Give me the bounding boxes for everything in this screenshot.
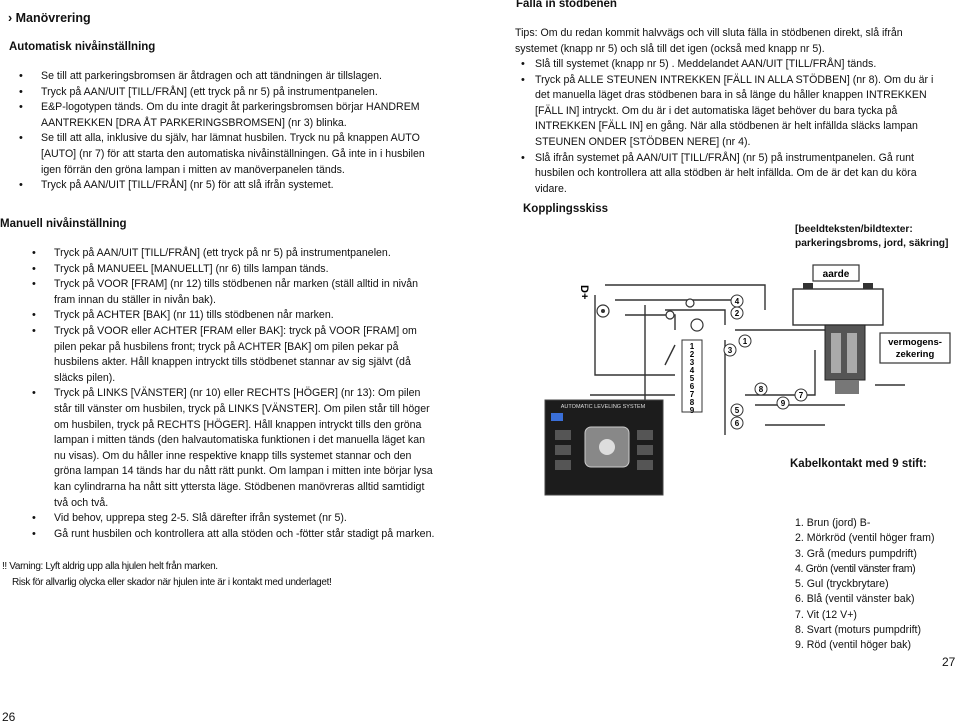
list-item: 6. Blå (ventil vänster bak) xyxy=(795,593,915,606)
list-item: • Tryck på AAN/UIT [TILL/FRÅN] (ett tryck på nr 5) på instrumentpanelen. xyxy=(41,85,441,101)
page-number-left: 26 xyxy=(2,710,16,724)
connector-pin: 4 xyxy=(689,366,695,375)
connector-pin: 2 xyxy=(689,350,695,359)
list-item: • Slå ifrån systemet på AAN/UIT [TILL/FRÅN] (nr 5) på instrumentpanelen. Gå runt husbilen och kontrollera att alla stödben är helt infällda. Om de är det kan du köra vidare. xyxy=(535,151,945,198)
manual-leveling-heading: Manuell nivåinställning xyxy=(0,218,127,230)
battery-box xyxy=(793,289,883,325)
warning-line: !! Varning: Lyft aldrig upp alla hjulen helt från marken. xyxy=(2,561,218,572)
list-item: • Tryck på VOOR [FRAM] (nr 12) tills stödbenen når marken (ställ alltid in nivån fram innan du ställer in nivån bak). xyxy=(54,277,438,308)
callout: 7 xyxy=(798,391,804,400)
list-item: 1. Brun (jord) B- xyxy=(795,517,871,529)
list-item: 8. Svart (moturs pumpdrift) xyxy=(795,624,921,637)
callout: 3 xyxy=(727,346,733,355)
list-item: • Tryck på ALLE STEUNEN INTREKKEN [FÄLL IN ALLA STÖDBEN] (nr 8). Om du är i det manuella läget dras stödbenen bara in så länge du håller knappen INTREKKEN [FÄLL IN] intryckt. Om du är i det automatiska läget behöver du bara tycka på INTREKKEN [FÄLL IN] en gång. När alla stödbenen är helt infällda släcks lampan STEUNEN ONDER [STÖDBEN NERE] (nr 4). xyxy=(535,73,945,151)
callout: 8 xyxy=(758,385,764,394)
list-item: • Tryck på MANUEEL [MANUELLT] (nr 6) tills lampan tänds. xyxy=(54,262,438,278)
ground-label: aarde xyxy=(822,269,850,280)
callout: 6 xyxy=(734,419,740,428)
callout: 2 xyxy=(734,309,740,318)
list-item: • Slå till systemet (knapp nr 5) . Meddelandet AAN/UIT [TILL/FRÅN] tänds. xyxy=(535,57,945,73)
auto-leveling-heading: Automatisk nivåinställning xyxy=(9,41,156,53)
list-item: • Tryck på ACHTER [BAK] (nr 11) tills stödbenen når marken. xyxy=(54,308,438,324)
cable-pin-list xyxy=(795,516,955,654)
fuse-label: zekering xyxy=(895,349,935,360)
diagram-heading: Kopplingsskiss xyxy=(523,203,608,215)
list-item: 4. Grön (ventil vänster fram) xyxy=(795,562,916,575)
connector-pin: 3 xyxy=(689,358,695,367)
list-item: 3. Grå (medurs pumpdrift) xyxy=(795,547,917,560)
cable-heading: Kabelkontakt med 9 stift: xyxy=(790,458,927,470)
list-item: 2. Mörkröd (ventil höger fram) xyxy=(795,532,935,545)
tips-intro: Tips: Om du redan kommit halvvägs och vill sluta fälla in stödbenen direkt, slå ifrån systemet (knapp nr 5) och slå till det igen (också med knapp nr 5). xyxy=(515,27,903,55)
list-item: 5. Gul (tryckbrytare) xyxy=(795,578,889,591)
connector-pin: 9 xyxy=(689,406,695,415)
panel-title: AUTOMATIC LEVELING SYSTEM xyxy=(560,404,646,410)
connector-pin: 5 xyxy=(689,374,695,383)
dplus-label: D+ xyxy=(578,285,590,300)
list-item: 7. Vit (12 V+) xyxy=(795,608,857,621)
section-title: › Manövrering xyxy=(8,11,91,25)
fuse-label: vermogens- xyxy=(888,337,942,348)
connector-pin: 1 xyxy=(689,342,695,351)
list-item: • Tryck på LINKS [VÄNSTER] (nr 10) eller RECHTS [HÖGER] (nr 13): Om pilen står till vänster om husbilen, tryck på LINKS [VÄNSTER]. Om pilen står till höger om husbilen, tryck på RECHTS [HÖGER]. Håll knappen intryckt tills den gröna lampan i mitten tänds (den halvautomatiska funktionen i det manuella läget kan nu visas). Om du håller inne respektive knapp tills systemet stannar och den gröna lampan 14 tänds har du nått rätt punkt. Om lampan i mitten inte börjar lysa kan cylindrarna ha nått sitt yttersta läge. Stödbenen manövreras alltid samtidigt två och två. xyxy=(54,386,438,511)
warning-line: Risk för allvarlig olycka eller skador när hjulen inte är i kontakt med underlaget! xyxy=(12,577,332,588)
list-item: • Tryck på AAN/UIT [TILL/FRÅN] (ett tryck på nr 5) på instrumentpanelen. xyxy=(54,246,438,262)
list-item: • Gå runt husbilen och kontrollera att alla stöden och -fötter står stadigt på marken. xyxy=(54,527,438,543)
list-item: • Se till att alla, inklusive du själv, har lämnat husbilen. Tryck nu på knappen AUTO [AUTO] (nr 7) för att starta den automatiska nivåinställningen. Gå inte in i husbilen igen förrän den gröna lampan i mitten av manöverpanelen tänds. xyxy=(41,131,441,178)
connector-pin: 8 xyxy=(689,398,695,407)
list-item: 9. Röd (ventil höger bak) xyxy=(795,639,912,652)
manual-leveling-list xyxy=(54,246,438,542)
list-item: • Vid behov, upprepa steg 2-5. Slå därefter ifrån systemet (nr 5). xyxy=(54,511,438,527)
page-number-right: 27 xyxy=(942,655,956,669)
callout: 9 xyxy=(780,399,786,408)
fold-steps-list xyxy=(535,57,945,197)
caption-note: [beeldteksten/bildtexter: parkeringsbroms, jord, säkring] xyxy=(795,224,949,249)
connector-pin: 7 xyxy=(689,390,695,399)
list-item: • E&P-logotypen tänds. Om du inte dragit åt parkeringsbromsen börjar HANDREM AANTREKKEN [DRA ÅT PARKERINGSBROMSEN] (nr 3) blinka. xyxy=(41,100,441,131)
callout: 4 xyxy=(734,297,740,306)
auto-leveling-list xyxy=(41,69,441,194)
fold-heading: Fälla in stödbenen xyxy=(516,0,617,10)
callout: 1 xyxy=(742,337,748,346)
list-item: • Tryck på VOOR eller ACHTER [FRAM eller BAK]: tryck på VOOR [FRAM] om pilen pekar på husbilens front; tryck på ACHTER [BAK] om pilen pekar på husbilens akter. Håll knappen intryckt tills stödbenet stannar av sig självt (då släcks pilen). xyxy=(54,324,438,386)
connector-pin: 6 xyxy=(689,382,695,391)
list-item: • Tryck på AAN/UIT [TILL/FRÅN] (nr 5) för att slå ifrån systemet. xyxy=(41,178,441,194)
callout: 5 xyxy=(734,406,740,415)
list-item: • Se till att parkeringsbromsen är åtdragen och att tändningen är tillslagen. xyxy=(41,69,441,85)
